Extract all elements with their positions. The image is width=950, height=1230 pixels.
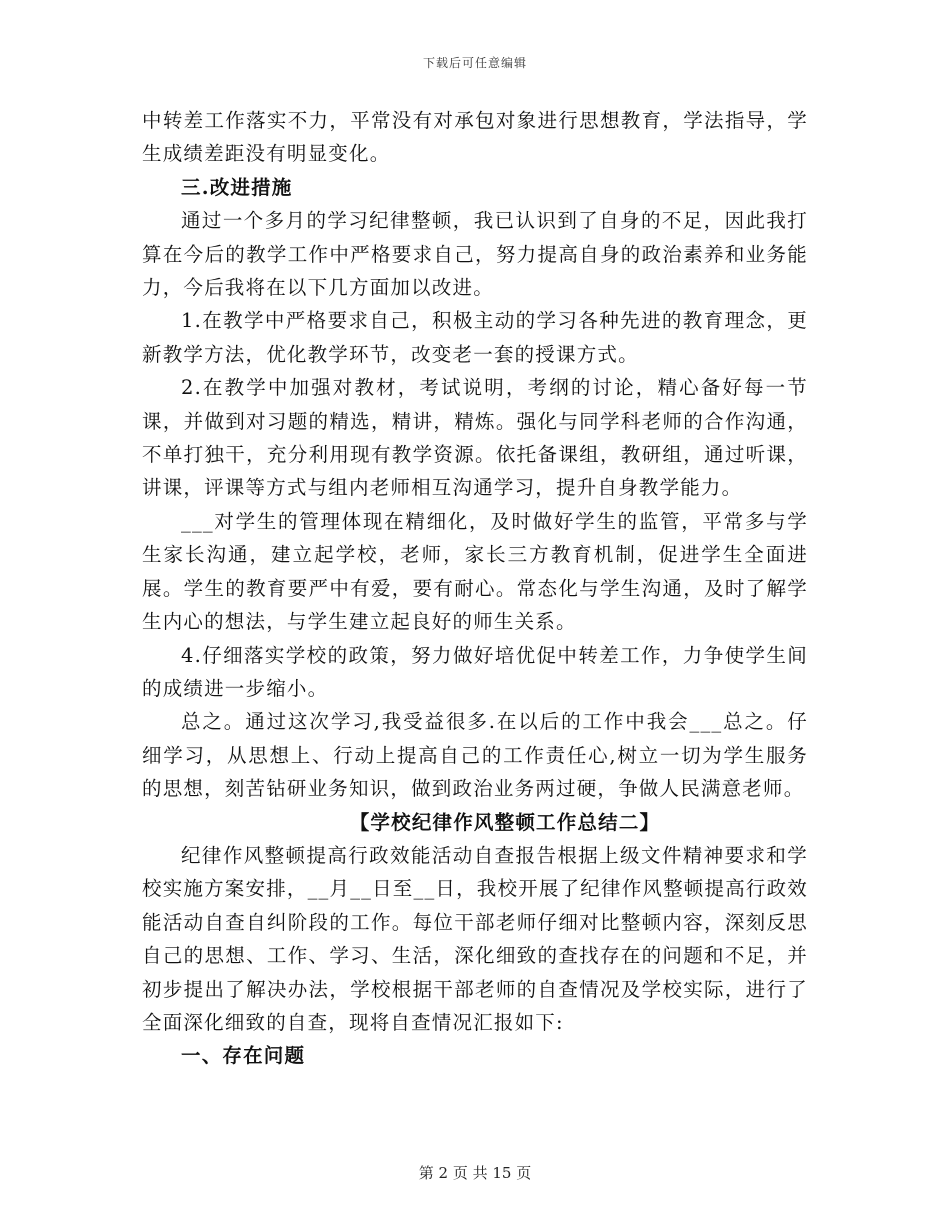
section-heading-problems: 一、存在问题: [181, 1044, 306, 1068]
paragraph-intro: 通过一个多月的学习纪律整顿，我已认识到了自身的不足，因此我打算在今后的教学工作中严格要求自己，努力提高自身的政治素养和业务能力，今后我将在以下几方面加以改进。: [142, 209, 808, 300]
list-item-3: ___对学生的管理体现在精细化，及时做好学生的监管，平常多与学生家长沟通，建立起学校，老师，家长三方教育机制，促进学生全面进展。学生的教育要严中有爱，要有耐心。常态化与学生沟通，及时了解学生内心的想法，与学生建立起良好的师生关系。: [142, 509, 808, 634]
section-heading-improvement: 三.改进措施: [181, 175, 293, 199]
page-header-note: 下载后可任意编辑: [422, 56, 527, 70]
paragraph-conclusion: 总之。通过这次学习,我受益很多.在以后的工作中我会___总之。仔细学习，从思想上、行动上提高自己的工作责任心,树立一切为学生服务的思想，刻苦钻研业务知识，做到政治业务两过硬，争做人民满意老师。: [142, 710, 808, 801]
document-title-2: 【学校纪律作风整顿工作总结二】: [349, 810, 661, 834]
list-item-2: 2.在教学中加强对教材，考试说明，考纲的讨论，精心备好每一节课，并做到对习题的精选，精讲，精炼。强化与同学科老师的合作沟通，不单打独干，充分利用现有教学资源。依托备课组，教研组，通过听课，讲课，评课等方式与组内老师相互沟通学习，提升自身教学能力。: [142, 376, 808, 500]
list-item-4: 4.仔细落实学校的政策，努力做好培优促中转差工作，力争使学生间的成绩进一步缩小。: [142, 643, 808, 700]
paragraph-report: 纪律作风整顿提高行政效能活动自查报告根据上级文件精神要求和学校实施方案安排，__月__日至__日，我校开展了纪律作风整顿提高行政效能活动自查自纠阶段的工作。每位干部老师仔细对比整顿内容，深刻反思自己的思想、工作、学习、生活，深化细致的查找存在的问题和不足，并初步提出了解决办法，学校根据干部老师的自查情况及学校实际，进行了全面深化细致的自查，现将自查情况汇报如下:: [142, 843, 809, 1034]
page-number: 第 2 页 共 15 页: [418, 1164, 532, 1182]
paragraph-continuation: 中转差工作落实不力，平常没有对承包对象进行思想教育，学法指导，学生成绩差距没有明显变化。: [142, 109, 808, 166]
list-item-1: 1.在教学中严格要求自己，积极主动的学习各种先进的教育理念，更新教学方法，优化教学环节，改变老一套的授课方式。: [142, 309, 808, 366]
document-body: [142, 104, 808, 1073]
